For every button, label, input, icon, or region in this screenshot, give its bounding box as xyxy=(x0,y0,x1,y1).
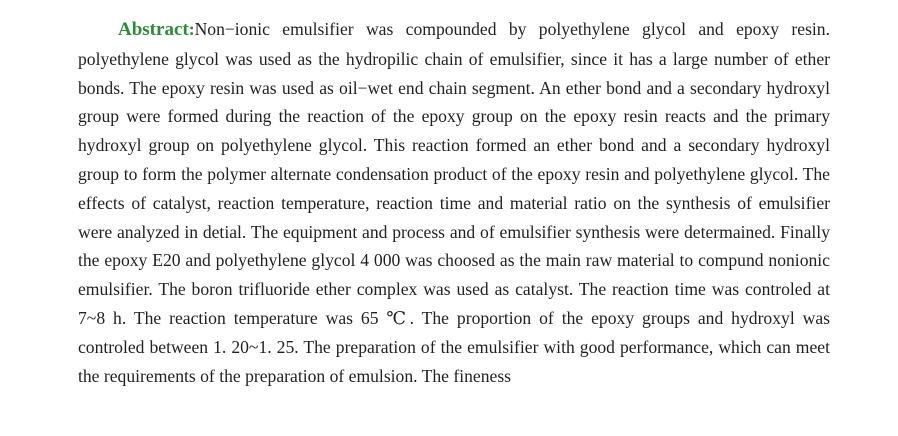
abstract-colon: : xyxy=(188,19,195,39)
abstract-paragraph xyxy=(78,15,830,390)
abstract-label: Abstract xyxy=(118,19,189,40)
abstract-text: Non−ionic emulsifier was compounded by polyethylene glycol and epoxy resin. polyethylene glycol was used as the hydropilic chain of emulsifier, since it has a large number of ether bonds. The epoxy resin was used as oil−wet end chain segment. An ether bond and a secondary hydroxyl group were formed during the reaction of the epoxy group on the epoxy resin reacts and the primary hydroxyl group on polyethylene glycol. This reaction formed an ether bond and a secondary hydroxyl group to form the polymer alternate condensation product of the epoxy resin and polyethylene glycol. The effects of catalyst, reaction temperature, reaction time and material ratio on the synthesis of emulsifier were analyzed in detial. The equipment and process and of emulsifier synthesis were determained. Finally the epoxy E20 and polyethylene glycol 4 000 was choosed as the main raw material to compund nonionic emulsifier. The boron trifluoride ether complex was used as catalyst. The reaction time was controled at 7~8 h. The reaction temperature was 65 ℃. The proportion of the epoxy groups and hydroxyl was controled between 1. 20~1. 25. The preparation of the emulsifier with good performance, which can meet the requirements of the preparation of emulsion. The fineness xyxy=(78,19,830,386)
